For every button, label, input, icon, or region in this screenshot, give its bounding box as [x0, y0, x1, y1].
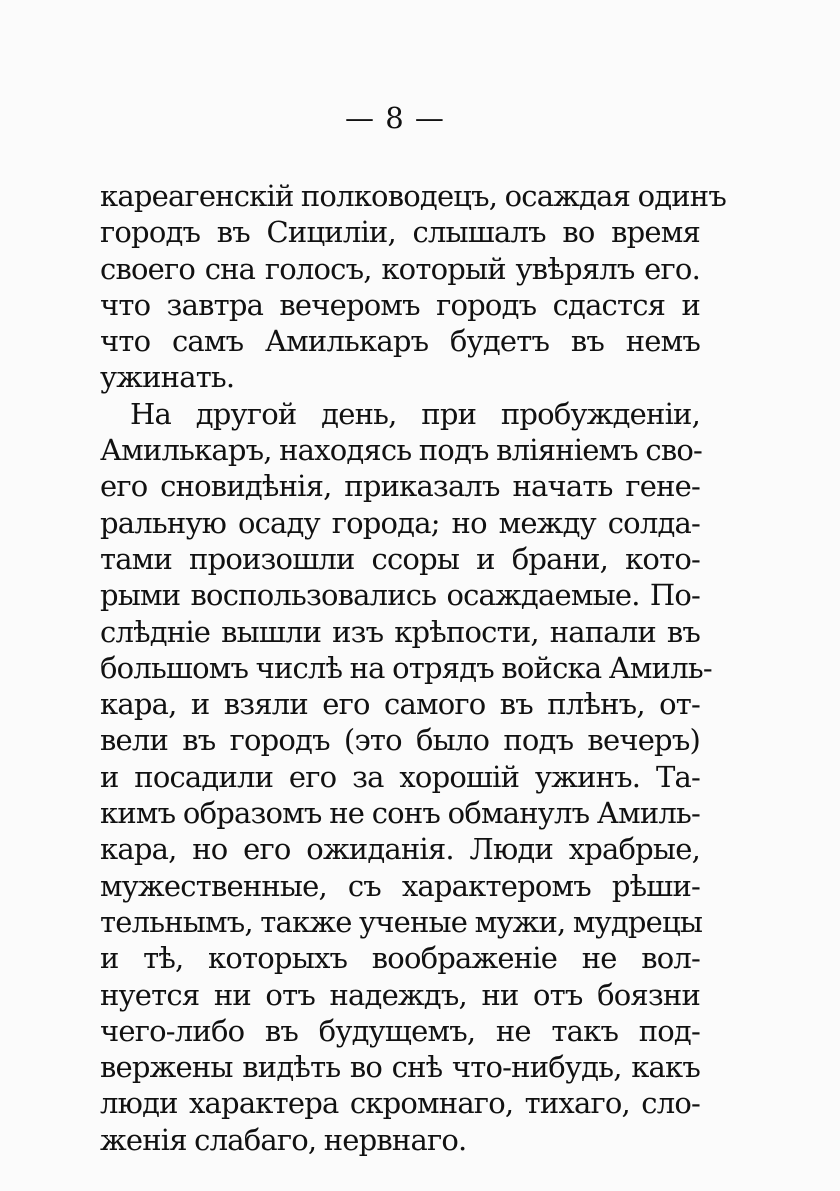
- text-line: большомъ числѣ на отрядъ войска Амиль-: [100, 650, 712, 685]
- text-line: слѣдніе вышли изъ крѣпости, напали въ: [100, 614, 700, 649]
- page-number: — 8 —: [345, 101, 445, 135]
- text-line: ужинать.: [100, 360, 235, 395]
- text-line: мужественные, съ характеромъ рѣши-: [100, 868, 700, 903]
- text-line: ральную осаду города; но между солда-: [100, 505, 700, 540]
- body-text: [100, 178, 726, 1158]
- text-line: его сновидѣнія, приказалъ начать гене-: [100, 469, 700, 504]
- text-line: что завтра вечеромъ городъ сдастся и: [100, 287, 700, 322]
- text-line: тами произошли ссоры и брани, кото-: [100, 541, 700, 576]
- text-line: Амилькаръ, находясь подъ вліяніемъ сво-: [100, 433, 703, 468]
- text-line: кара, но его ожиданія. Люди храбрые,: [100, 832, 700, 867]
- paragraph-first-line: На другой день, при пробужденіи,: [130, 396, 700, 431]
- text-line: кара, и взяли его самого въ плѣнъ, от-: [100, 687, 700, 722]
- text-line: рыми воспользовались осаждаемые. По-: [100, 578, 700, 613]
- text-line: люди характера скромнаго, тихаго, сло-: [100, 1086, 700, 1121]
- text-line: женія слабаго, нервнаго.: [100, 1122, 467, 1157]
- text-line: тельнымъ, также ученые мужи, мудрецы: [100, 904, 703, 939]
- text-line: и посадили его за хорошій ужинъ. Та-: [100, 759, 700, 794]
- text-line: нуется ни отъ надеждъ, ни отъ боязни: [100, 977, 700, 1012]
- text-line: вели въ городъ (это было подъ вечеръ): [100, 723, 700, 758]
- text-line: кимъ образомъ не сонъ обманулъ Амиль-: [100, 796, 700, 831]
- text-line: и тѣ, которыхъ воображеніе не вол-: [100, 941, 700, 976]
- text-line: своего сна голосъ, который увѣрялъ его.: [100, 251, 700, 286]
- text-line: вержены видѣть во снѣ что-нибудь, какъ: [100, 1050, 700, 1085]
- text-line: чего-либо въ будущемъ, не такъ под-: [100, 1013, 700, 1048]
- text-line: что самъ Амилькаръ будетъ въ немъ: [100, 324, 700, 359]
- text-line: кареагенскій полководецъ, осаждая одинъ: [100, 179, 726, 213]
- text-line: городъ въ Сициліи, слышалъ во время: [100, 215, 700, 250]
